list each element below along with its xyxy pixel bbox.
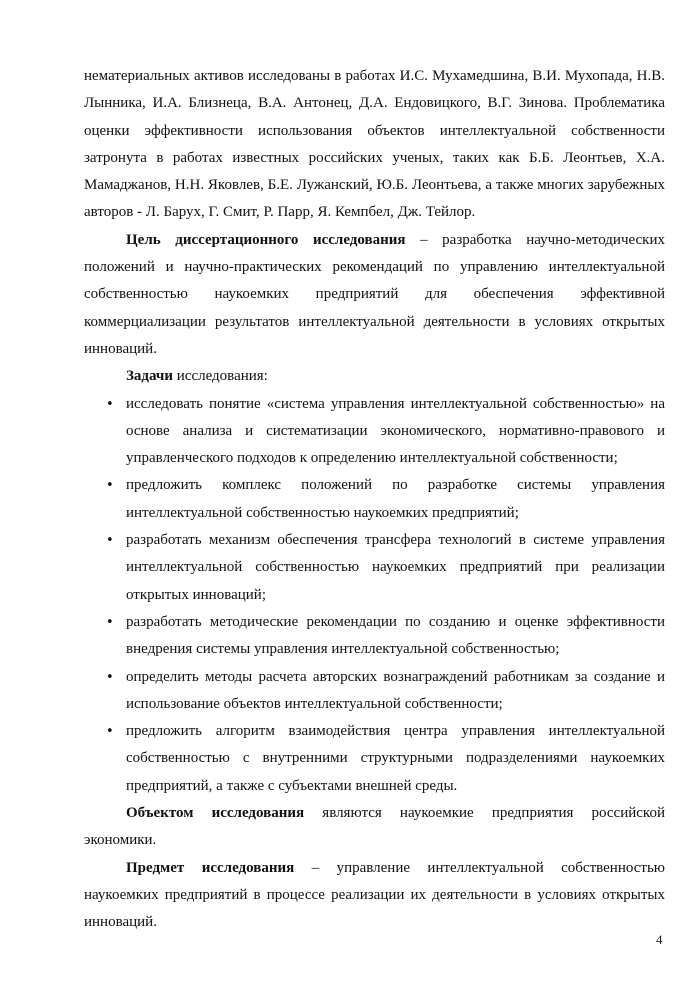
- task-item: [84, 718, 665, 800]
- task-item-text: предложить комплекс положений по разработке системы управления интеллектуальной собственностью наукоемких предприятий;: [126, 477, 665, 521]
- task-item-text: исследовать понятие «система управления интеллектуальной собственностью» на основе анализа и систематизации экономического, нормативно-правового и управленческого подходов к определению интеллектуальной собственности;: [126, 395, 665, 467]
- intro-paragraph: нематериальных активов исследованы в работах И.С. Мухамедшина, В.И. Мухопада, Н.В. Лынника, И.А. Близнеца, В.А. Антонец, Д.А. Ендовицкого, В.Г. Зинова. Проблематика оценки эффективности использования объектов интеллектуальной собственности затронута в работах известных российских ученых, таких как Б.Б. Леонтьев, Х.А. Мамаджанов, Н.Н. Яковлев, Б.Е. Лужанский, Ю.Б. Леонтьева, а также многих зарубежных авторов - Л. Барух, Г. Смит, Р. Парр, Я. Кемпбел, Дж. Тейлор.: [84, 68, 665, 221]
- task-item: [84, 664, 665, 719]
- object-paragraph: [84, 800, 665, 855]
- page-number: 4: [656, 932, 663, 947]
- task-item: [84, 609, 665, 664]
- object-label: Объектом исследования: [126, 805, 305, 822]
- task-item-text: предложить алгоритм взаимодействия центра управления интеллектуальной собственностью с внутренними структурными подразделениями наукоемких предприятий, а также с субъектами внешней среды.: [126, 723, 665, 794]
- bullet-icon: •: [106, 724, 114, 740]
- task-item: [84, 527, 665, 609]
- goal-label: Цель диссертационного исследования: [126, 231, 406, 248]
- tasks-list: [84, 391, 665, 800]
- subject-label: Предмет исследования: [126, 859, 295, 876]
- task-item-text: разработать механизм обеспечения трансфера технологий в системе управления интеллектуальной собственностью наукоемких предприятий при реализации открытых инноваций;: [126, 532, 665, 603]
- tasks-heading: [84, 363, 665, 390]
- task-item: [84, 391, 665, 473]
- goal-text: – разработка научно-методических положений и научно-практических рекомендаций по управлению интеллектуальной собственностью наукоемких предприятий для обеспечения эффективной коммерциализации результатов интеллектуальной деятельности в условиях открытых инноваций.: [84, 231, 665, 357]
- subject-text: – управление интеллектуальной собственностью наукоемких предприятий в процессе реализации их деятельности в условиях открытых инноваций.: [84, 859, 665, 931]
- tasks-heading-text: исследования:: [173, 368, 268, 385]
- goal-paragraph: [84, 227, 665, 363]
- task-item: [84, 472, 665, 527]
- bullet-icon: •: [106, 396, 114, 412]
- bullet-icon: •: [106, 669, 114, 685]
- document-body: [84, 63, 665, 937]
- tasks-label: Задачи: [126, 368, 174, 385]
- task-item-text: определить методы расчета авторских вознаграждений работникам за создание и использование объектов интеллектуальной собственности;: [126, 668, 665, 712]
- bullet-icon: •: [106, 614, 114, 630]
- task-item-text: разработать методические рекомендации по созданию и оценке эффективности внедрения системы управления интеллектуальной собственностью;: [126, 613, 665, 658]
- bullet-icon: •: [106, 533, 114, 549]
- bullet-icon: •: [106, 478, 114, 494]
- object-text: являются наукоемкие предприятия российской экономики.: [84, 805, 665, 849]
- subject-paragraph: [84, 855, 665, 937]
